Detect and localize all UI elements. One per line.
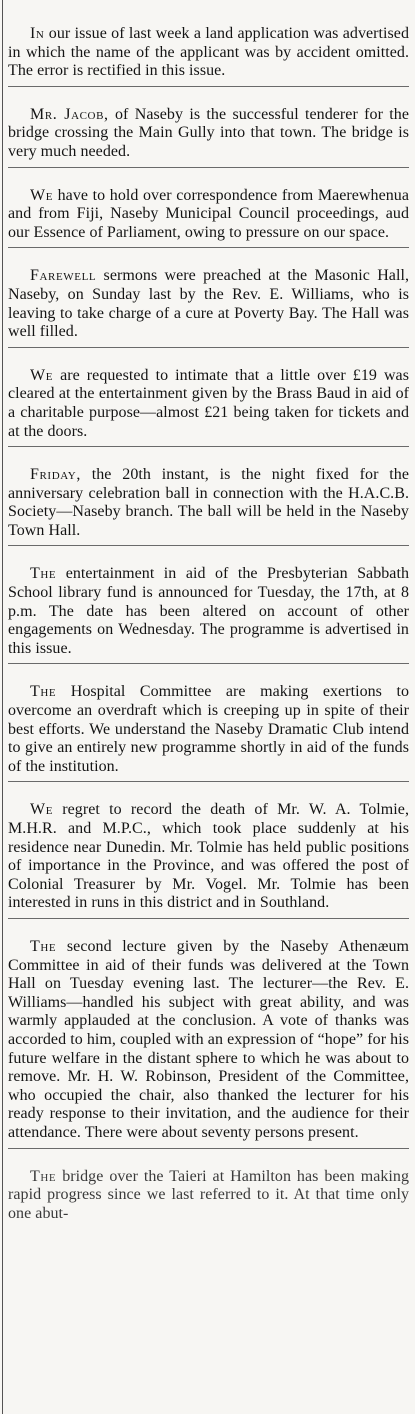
- article-text: second lecture given by the Naseby Athenæum Committee in aid of their funds was delivered at the Town Hall on Tuesday evening last. The lecturer—the Rev. E. Williams—handled his subject with great ability, and was warmly applauded at the conclusion. A vote of thanks was accorded to him, coupled with an expression of “hope” for his future welfare in the distant sphere to which he was about to remove. Mr. H. W. Robinson, President of the Committee, who occupied the chair, also thanked the lecturer for his ready response to their invitation, and the audience for their attendance. There were about seventy persons present.: [8, 937, 409, 1141]
- article-tolmie-death: [8, 798, 409, 919]
- article-anniversary-ball: [8, 463, 409, 546]
- article-lead: Friday,: [30, 466, 81, 484]
- article-text: are requested to intimate that a little over £19 was cleared at the entertainment given by the Brass Baud in aid of a charitable purpose—almost £21 being taken for tickets and at the doors.: [8, 366, 409, 440]
- article-sabbath-school: [8, 562, 409, 664]
- article-text: regret to record the death of Mr. W. A. Tolmie, M.H.R. and M.P.C., which took place suddenly at his residence near Dunedin. Mr. Tolmie has held public positions of importance in the Province, and was offered the post of Colonial Treasurer by Mr. Vogel. Mr. Tolmie has been interested in runs in this district and in Southland.: [8, 801, 409, 912]
- article-lead: Mr. Jacob,: [30, 105, 109, 123]
- article-taieri-bridge: [8, 1165, 409, 1229]
- article-lead: We: [30, 366, 54, 384]
- article-lead: In: [30, 25, 45, 42]
- article-land-application: [8, 22, 409, 87]
- article-text: bridge over the Taieri at Hamilton has been making rapid progress since we last referred to it. At that time only one abut-: [8, 1167, 409, 1222]
- article-text: the 20th instant, is the night fixed for the anniversary celebration ball in connection with the H.A.C.B. Society—Naseby branch. The ball will be held in the Naseby Town Hall.: [8, 466, 409, 539]
- article-lead: We: [30, 801, 54, 819]
- article-text: have to hold over correspondence from Maerewhenua and from Fiji, Naseby Municipal Council proceedings, aud our Essence of Parliament, owing to pressure on our space.: [8, 186, 409, 241]
- article-lead: The: [30, 937, 57, 955]
- article-lead: The: [30, 1167, 57, 1185]
- article-bridge-tender: [8, 103, 409, 168]
- article-text: our issue of last week a land application was advertised in which the name of the applicant was by accident omitted. The error is rectified in this issue.: [8, 25, 409, 80]
- article-brass-band: [8, 364, 409, 447]
- article-athenaeum-lecture: [8, 935, 409, 1149]
- article-lead: The: [30, 565, 57, 583]
- article-text: sermons were preached at the Masonic Hall, Naseby, on Sunday last by the Rev. E. Williams, who is leaving to take charge of a cure at Poverty Bay. The Hall was well filled.: [8, 267, 409, 341]
- article-text: Hospital Committee are making exertions to overcome an overdraft which is creeping up in spite of their best efforts. We understand the Naseby Dramatic Club intend to give an entirely new programme shortly in aid of the funds of the institution.: [8, 683, 409, 775]
- article-text: entertainment in aid of the Presbyterian Sabbath School library fund is announced for Tuesday, the 17th, at 8 p.m. The date has been altered on account of other engagements on Wednesday. The programme is advertised in this issue.: [8, 565, 409, 657]
- article-hospital-committee: [8, 680, 409, 782]
- article-farewell-sermons: [8, 264, 409, 347]
- article-text: of Naseby is the successful tenderer for the bridge crossing the Main Gully into that town. The bridge is very much needed.: [8, 105, 409, 160]
- article-lead: Farewell: [30, 267, 97, 285]
- article-lead: We: [30, 186, 54, 204]
- column-rule: [2, 0, 3, 1414]
- article-held-over: [8, 184, 409, 249]
- article-lead: The: [30, 683, 57, 701]
